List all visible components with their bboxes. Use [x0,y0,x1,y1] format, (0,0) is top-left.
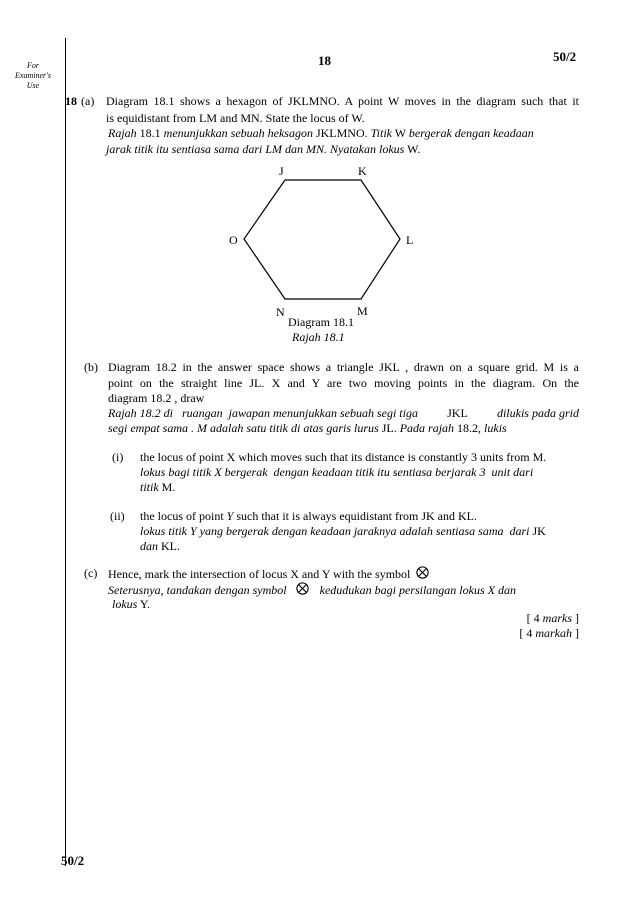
hexagon-jklmno [244,180,400,299]
sub-i-malay-line1: lokus bagi titik X bergerak dengan keadaan titik itu sentiasa berjarak 3 unit dari [140,465,534,479]
vertex-label-o: O [229,233,238,247]
marks-malay: [ 4 markah ] [519,626,579,640]
paper-code-footer: 50/2 [61,853,85,868]
diagram-caption-english: Diagram 18.1 [288,315,354,329]
part-a-malay-line2: jarak titik itu sentiasa sama dari LM dan MN. Nyatakan lokus W. [106,142,421,156]
vertex-label-n: N [276,305,285,319]
examiner-label-line3: Use [26,81,40,90]
part-a-malay-line1: Rajah 18.1 menunjukkan sebuah heksagon JKLMNO. Titik W bergerak dengan keadaan [108,126,534,140]
sub-ii-label: (ii) [110,509,125,523]
part-b-english-line2: point on the straight line JL. X and Y are two moving points in the diagram. On the [108,376,579,390]
marks-english: [ 4 marks ] [526,611,579,625]
sub-ii-malay-line1: lokus titik Y yang bergerak dengan keadaan jaraknya adalah sentiasa sama dari JK [140,524,546,538]
vertex-label-j: J [279,164,284,178]
sub-i-malay-line2: titik M. [140,480,176,494]
part-a-english-line2: is equidistant from LM and MN. State the locus of W. [106,111,365,125]
sub-i-english: the locus of point X which moves such that its distance is constantly 3 units from M. [140,450,547,464]
part-b-label: (b) [84,360,98,374]
sub-ii-malay-line2: dan KL. [140,539,180,553]
part-b-malay-line1: Rajah 18.2 di ruangan jawapan menunjukkan sebuah segi tiga JKL dilukis pada grid [108,406,579,420]
vertex-label-l: L [406,233,414,247]
diagram-caption-malay: Rajah 18.1 [292,330,345,344]
sub-ii-english: the locus of point Y such that it is always equidistant from JK and KL. [140,509,477,523]
part-c-english: Hence, mark the intersection of locus X and Y with the symbol [108,566,429,582]
part-a-english-line1: Diagram 18.1 shows a hexagon of JKLMNO. A point W moves in the diagram such that it [106,94,579,108]
vertex-label-m: M [357,304,368,318]
part-b-english-line1: Diagram 18.2 in the answer space shows a triangle JKL , drawn on a square grid. M is a [108,360,579,374]
examiner-label-line2: Examiner's [15,71,51,80]
circled-cross-symbol-icon [296,582,309,595]
examiner-label-line1: For [27,61,39,70]
part-c-malay-line2: lokus Y. [112,597,151,611]
part-c-malay-line1: Seterusnya, tandakan dengan symbol kedudukan bagi persilangan lokus X dan [108,583,516,597]
circled-cross-symbol-icon [416,566,429,579]
part-b-english-line3: diagram 18.2 , draw [108,391,205,405]
page-number: 18 [318,53,331,68]
part-a-label: (a) [81,94,95,108]
question-number: 18 [65,94,77,108]
paper-code-header: 50/2 [553,49,577,64]
sub-i-label: (i) [112,450,124,464]
vertex-label-k: K [358,164,367,178]
part-c-label: (c) [84,566,98,580]
part-b-malay-line2: segi empat sama . M adalah satu titik di atas garis lurus JL. Pada rajah 18.2, lukis [108,421,507,435]
